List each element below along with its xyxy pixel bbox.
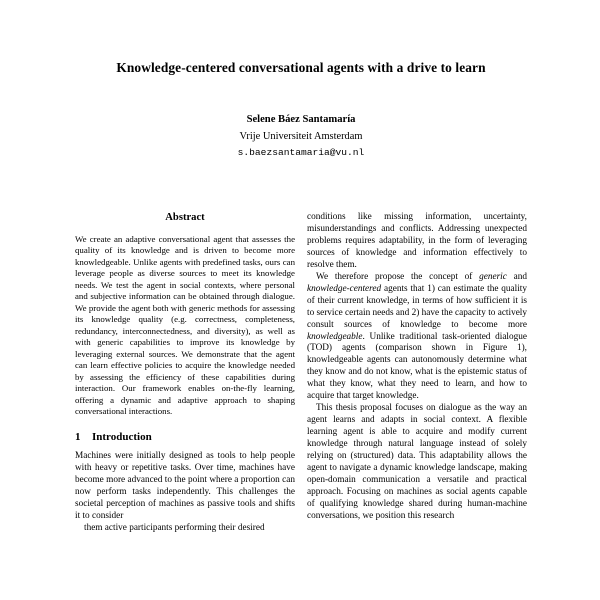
paragraph-generic-knowledge-centered: We therefore propose the concept of generic and knowledge-centered agents that 1) can estimate the quality of their current knowledge, in terms of how sufficient it is to service certain needs and 2) have the capacity to actively consult sources of knowledge to become more knowledgeable. Unlike traditional task-oriented dialogue (TOD) agents (comparison shown in Figure 1), knowledgeable agents can autonomously determine what they know and do not know, what is the epistemic status of what they know, what they need to learn, and how to acquire that target knowledge. (307, 271, 527, 402)
left-column (75, 212, 295, 600)
title-block (75, 60, 527, 77)
author-affiliation: Vrije Universiteit Amsterdam (239, 131, 363, 143)
paragraph-thesis-proposal: This thesis proposal focuses on dialogue as the way an agent learns and adapts in social context. A flexible learning agent is able to acquire and modify current knowledge through natural language instead of solely relying on (structured) data. This adaptability allows the agent to navigate a dynamic knowledge landscape, making open-domain communication a versatile and practical approach. Focusing on machines as social agents capable of qualifying knowledge shared during human-machine conversations, we position this research (307, 403, 527, 521)
intro-paragraph-1: Machines were initially designed as tools to help people with heavy or repetitive tasks. Over time, machines have become more advanced to the point where a proportion can now perform tasks independently. This challenges the societal perception of machines as passive tools and shifts it to consider (75, 450, 295, 521)
author-email: s.baezsantamaria@vu.nl (237, 147, 365, 159)
right-column (307, 212, 527, 600)
section-heading-introduction (75, 431, 295, 444)
page-title: Knowledge-centered conversational agents with a drive to learn (116, 60, 486, 75)
section-number: 1 (75, 430, 81, 443)
section-title: Introduction (92, 430, 152, 443)
author-block (75, 112, 527, 160)
two-column-body (75, 212, 527, 600)
abstract-text: We create an adaptive conversational agent that assesses the quality of its knowledge and is driven to become more knowledgeable. Unlike agents with predefined tasks, ours can leverage people as diverse sources to meet its knowledge needs. We test the agent in social contexts, where personal and subjective information can be obtained through dialogue. We provide the agent both with generic methods for assessing its knowledge quality (e.g. correctness, completeness, redundancy, interconnectedness, and diversity), as well as with generic capabilities to improve its knowledge by leveraging external sources. We demonstrate that the agent can learn effective policies to acquire the knowledge needed by assessing the efficiency of these capabilities during interaction. Our framework enables on-the-fly learning, offering a dynamic and adaptive approach to shaping conversational interactions. (75, 233, 295, 417)
intro-clipped-line: them active participants performing their desired (84, 522, 265, 533)
continued-paragraph: conditions like missing information, uncertainty, misunderstandings and conflicts. Addressing unexpected problems requires adaptability, in the form of leveraging sources of knowledge and information effectively to resolve them. (307, 212, 527, 270)
author-name: Selene Báez Santamaría (246, 114, 356, 125)
abstract-heading: Abstract (165, 212, 205, 223)
